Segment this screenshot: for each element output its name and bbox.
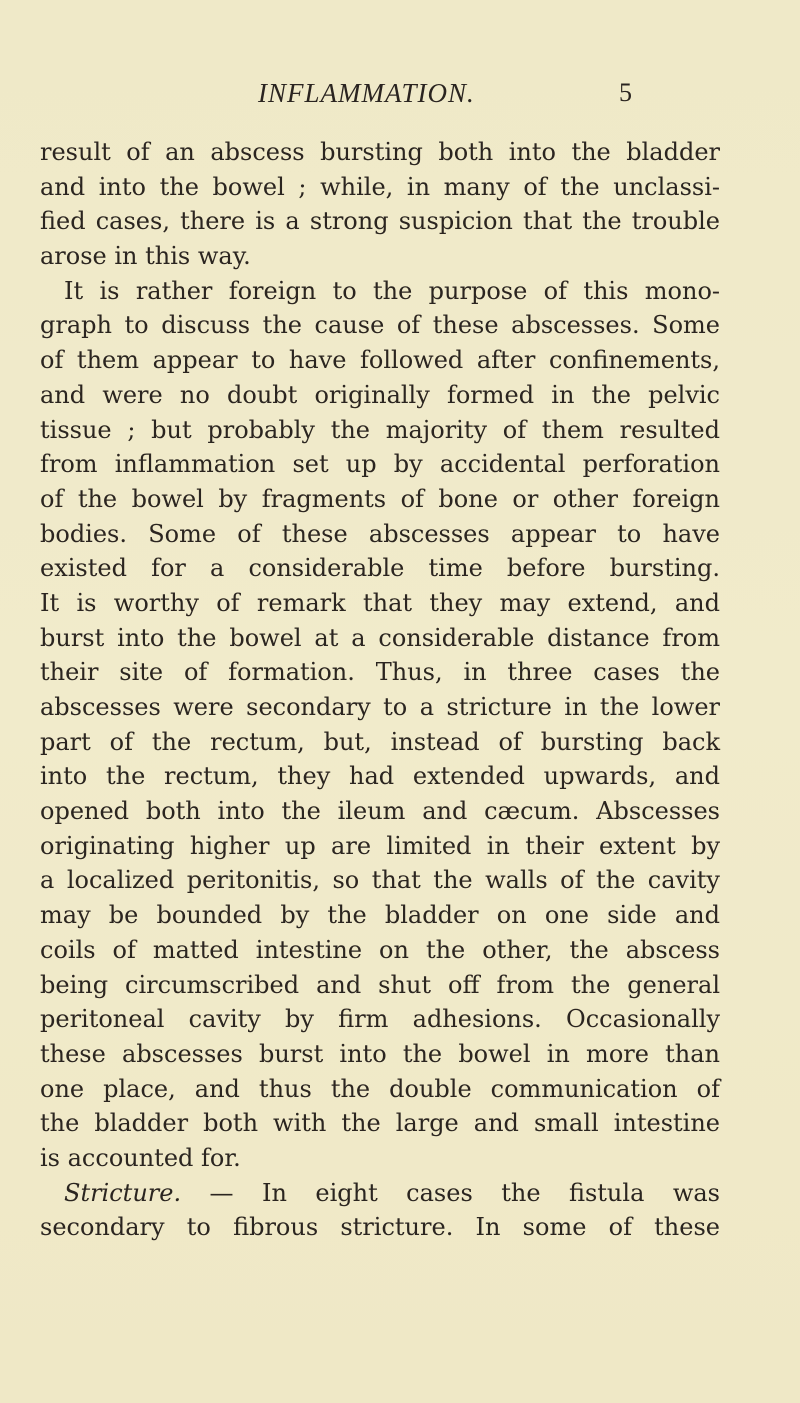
stricture-heading: Stricture. [64,1178,182,1207]
body-text [40,135,720,1245]
text-line: It is worthy of remark that they may extend, and [40,588,720,617]
text-line: their site of formation. Thus, in three cases the [40,658,720,687]
stricture-line-rest: — In eight cases the fistula was [181,1178,720,1207]
text-line: of the bowel by fragments of bone or other foreign [40,484,720,513]
text-line: secondary to fibrous stricture. In some of these [40,1213,720,1242]
text-line: one place, and thus the double communication of [40,1074,720,1103]
text-line: is accounted for. [40,1143,241,1172]
text-line: graph to discuss the cause of these abscesses. Some [40,311,720,340]
text-line: arose in this way. [40,242,251,271]
text-line: opened both into the ileum and cæcum. Abscesses [40,797,720,826]
paragraph-start-line: It is rather foreign to the purpose of this mono- [64,276,720,305]
stricture-paragraph-start [40,1176,720,1211]
text-line: peritoneal cavity by firm adhesions. Occasionally [40,1005,720,1034]
text-line: part of the rectum, but, instead of bursting back [40,727,720,756]
text-line: existed for a considerable time before bursting. [40,554,720,583]
text-line: being circumscribed and shut off from the general [40,970,720,999]
text-line: may be bounded by the bladder on one side and [40,901,720,930]
text-line: bodies. Some of these abscesses appear to have [40,519,720,548]
text-line: from inflammation set up by accidental perforation [40,450,720,479]
text-line: of them appear to have followed after confinements, [40,346,720,375]
text-line: these abscesses burst into the bowel in more than [40,1039,720,1068]
text-line: the bladder both with the large and small intestine [40,1109,720,1138]
text-line: a localized peritonitis, so that the walls of the cavity [40,866,720,895]
page-number: 5 [619,78,632,107]
text-line: and were no doubt originally formed in the pelvic [40,380,720,409]
text-line: coils of matted intestine on the other, the abscess [40,935,720,964]
text-line: fied cases, there is a strong suspicion that the trouble [40,207,720,236]
running-title: INFLAMMATION. [258,78,475,108]
text-line: tissue ; but probably the majority of them resulted [40,415,720,444]
text-line: result of an abscess bursting both into the bladder [40,138,720,166]
text-line: originating higher up are limited in their extent by [40,831,720,860]
page-header [0,78,800,110]
text-line: into the rectum, they had extended upwards, and [40,762,720,791]
text-line: burst into the bowel at a considerable distance from [40,623,720,652]
text-line: and into the bowel ; while, in many of the unclassi- [40,172,720,201]
text-line: abscesses were secondary to a stricture in the lower [40,693,720,721]
